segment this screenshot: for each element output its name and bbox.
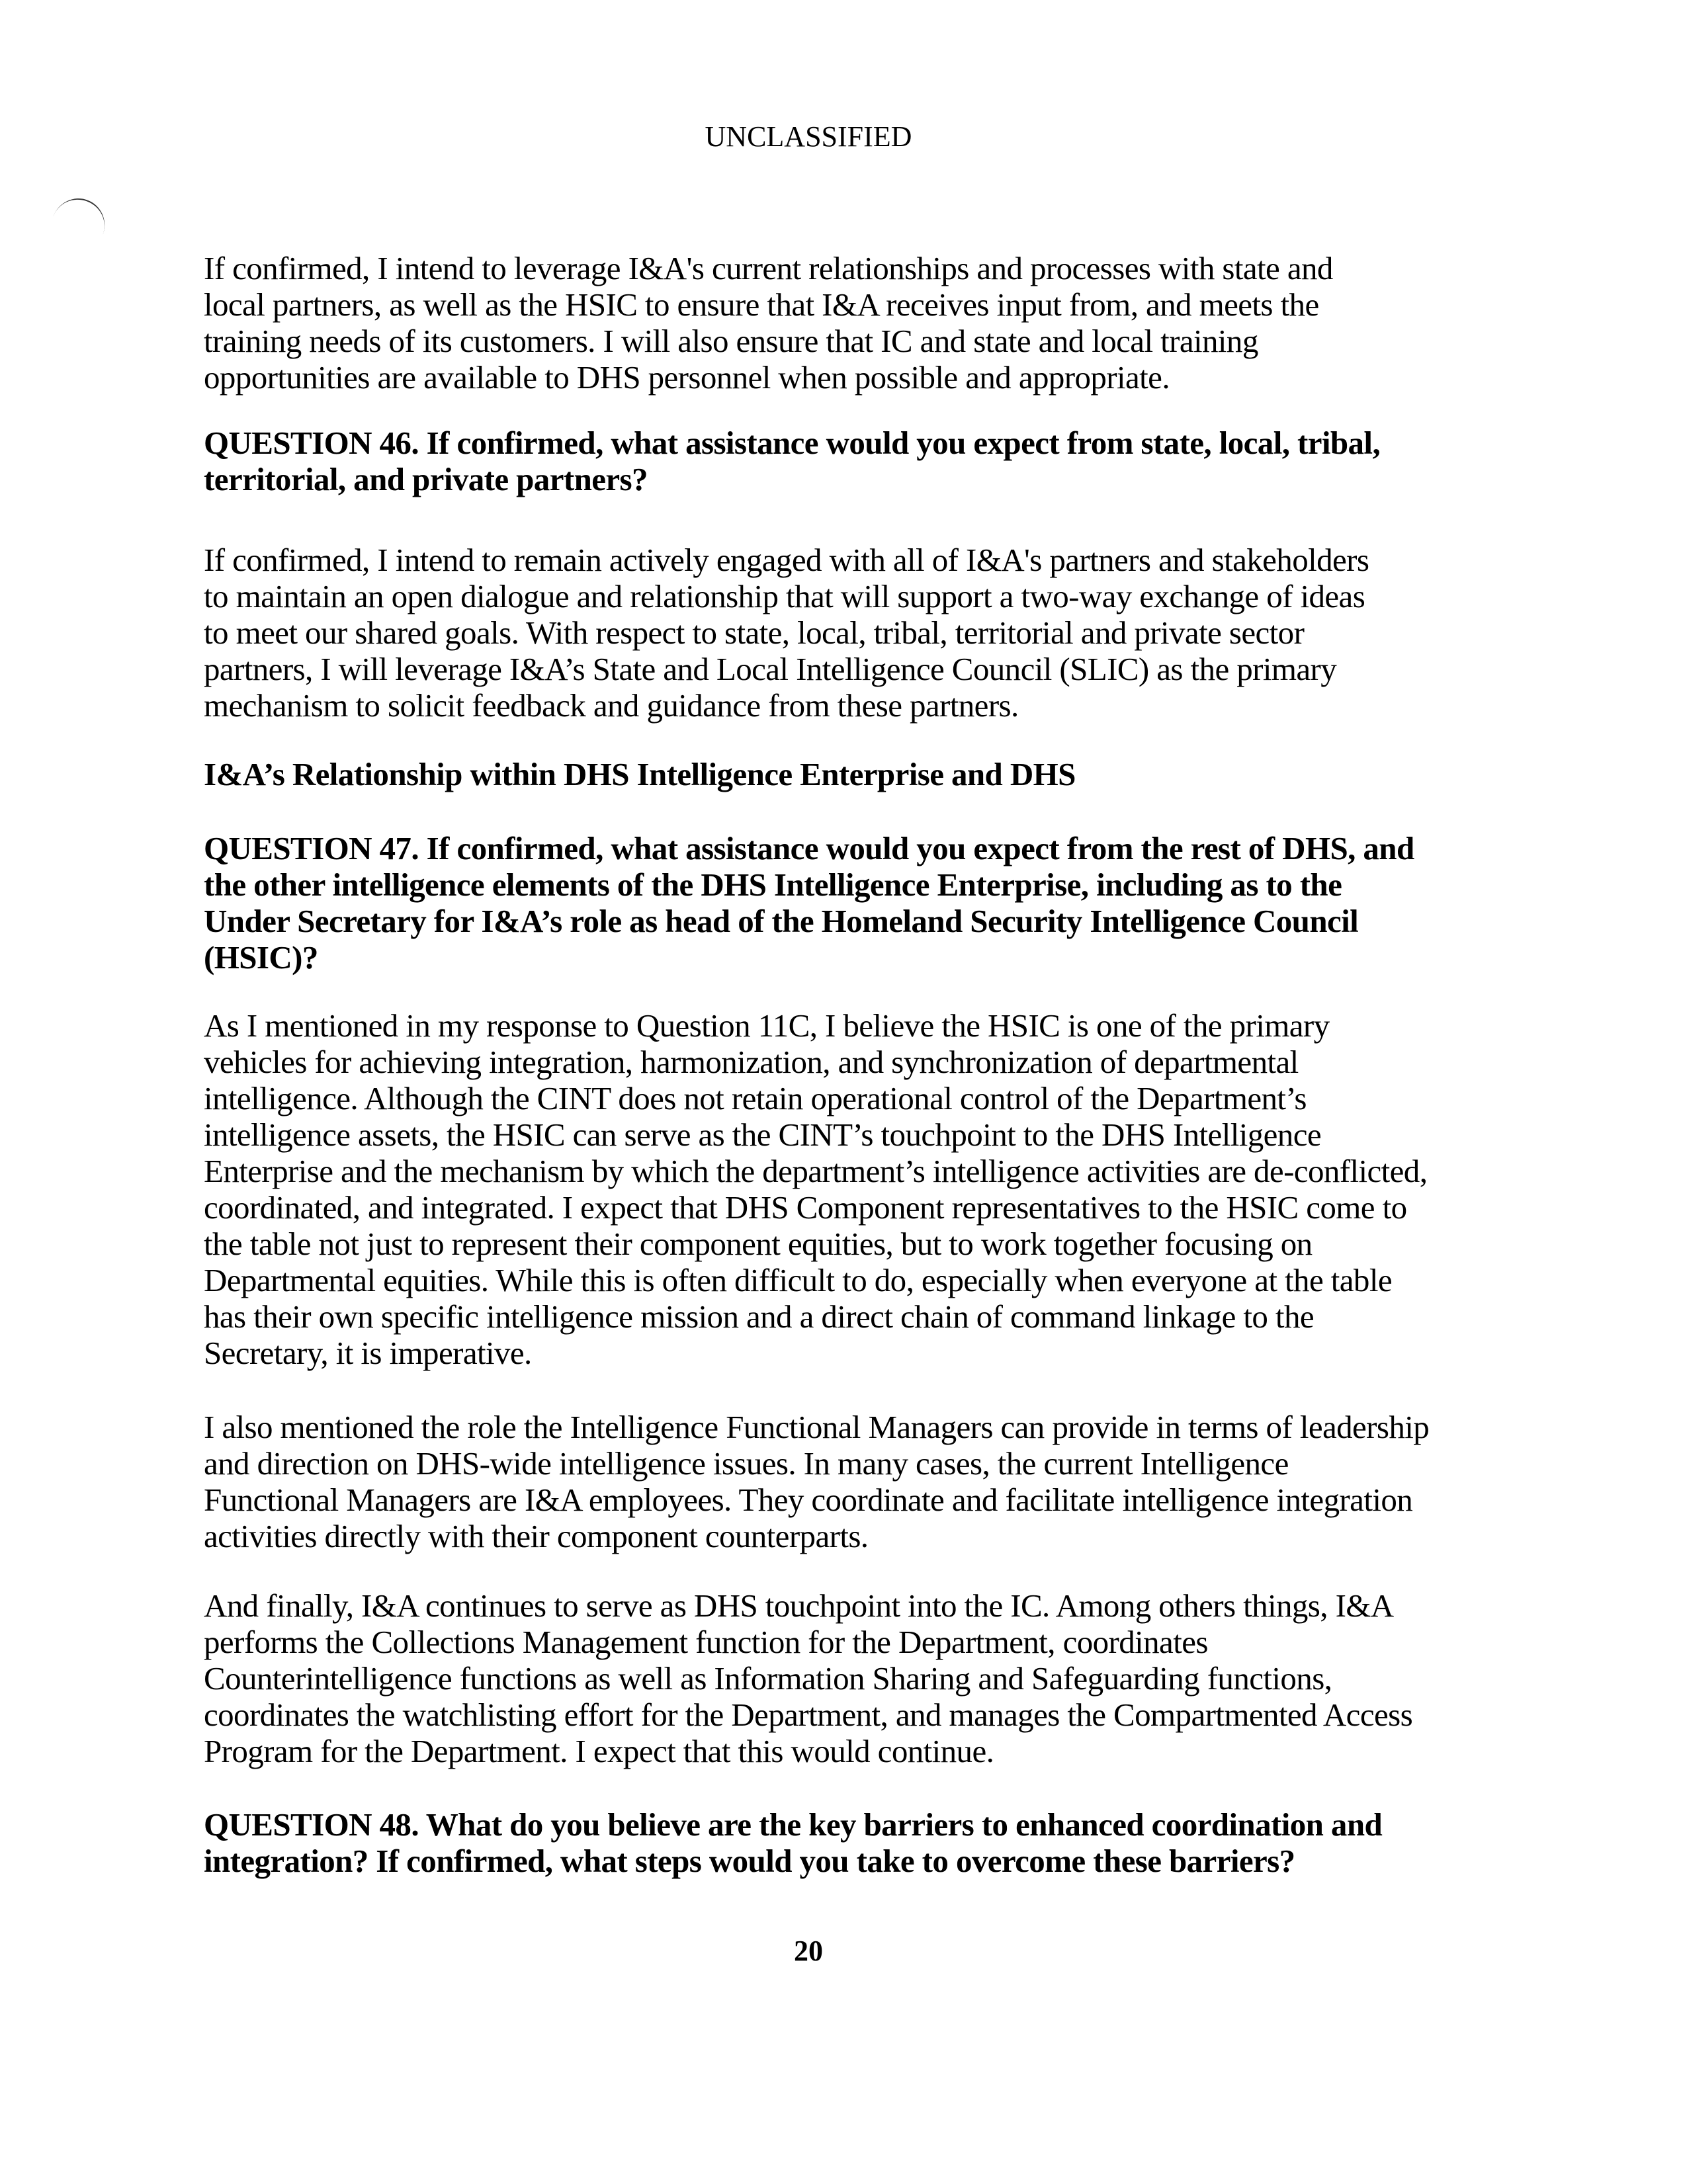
question-47 [204, 830, 1527, 976]
text-line: mechanism to solicit feedback and guidance from these partners. [204, 687, 1019, 724]
question-48 [204, 1806, 1527, 1879]
text-line: territorial, and private partners? [204, 461, 648, 497]
text-line: the other intelligence elements of the DHS Intelligence Enterprise, including as to the [204, 866, 1342, 903]
text-line: (HSIC)? [204, 939, 318, 976]
text-line: local partners, as well as the HSIC to ensure that I&A receives input from, and meets the [204, 286, 1319, 323]
text-line: Departmental equities. While this is often difficult to do, especially when everyone at the table [204, 1262, 1392, 1298]
text-line: Secretary, it is imperative. [204, 1335, 532, 1371]
text-line: partners, I will leverage I&A’s State and Local Intelligence Council (SLIC) as the primary [204, 651, 1337, 687]
text-line: QUESTION 48. What do you believe are the key barriers to enhanced coordination and [204, 1806, 1383, 1843]
text-line: opportunities are available to DHS personnel when possible and appropriate. [204, 359, 1170, 396]
text-line: and direction on DHS-wide intelligence issues. In many cases, the current Intelligence [204, 1445, 1289, 1482]
answer-46 [204, 542, 1527, 724]
text-line: activities directly with their component counterparts. [204, 1518, 869, 1554]
text-line: And finally, I&A continues to serve as DHS touchpoint into the IC. Among others things, I&A [204, 1587, 1394, 1624]
answer-47-p3 [204, 1587, 1527, 1769]
text-line: intelligence. Although the CINT does not retain operational control of the Department’s [204, 1080, 1307, 1116]
text-line: QUESTION 46. If confirmed, what assistance would you expect from state, local, tribal, [204, 425, 1381, 461]
text-line: integration? If confirmed, what steps would you take to overcome these barriers? [204, 1843, 1295, 1879]
text-line: has their own specific intelligence mission and a direct chain of command linkage to the [204, 1298, 1314, 1335]
text-line: Counterintelligence functions as well as Information Sharing and Safeguarding functions, [204, 1660, 1332, 1697]
text-line: Functional Managers are I&A employees. They coordinate and facilitate intelligence integration [204, 1482, 1413, 1518]
answer-47-p1 [204, 1007, 1527, 1371]
text-line: Under Secretary for I&A’s role as head of the Homeland Security Intelligence Council [204, 903, 1359, 939]
text-line: intelligence assets, the HSIC can serve as the CINT’s touchpoint to the DHS Intelligence [204, 1116, 1321, 1153]
answer-47-p2 [204, 1409, 1527, 1554]
text-line: performs the Collections Management function for the Department, coordinates [204, 1624, 1208, 1660]
text-line: to maintain an open dialogue and relationship that will support a two-way exchange of ideas [204, 578, 1365, 614]
classification-header: UNCLASSIFIED [705, 120, 912, 153]
question-46 [204, 425, 1527, 497]
text-line: QUESTION 47. If confirmed, what assistance would you expect from the rest of DHS, and [204, 830, 1414, 866]
section-heading [204, 756, 1527, 792]
text-line: vehicles for achieving integration, harmonization, and synchronization of departmental [204, 1044, 1299, 1080]
answer-45 [204, 250, 1527, 396]
text-line: I&A’s Relationship within DHS Intelligence Enterprise and DHS [204, 756, 1076, 792]
scan-artifact-mark [44, 191, 112, 260]
text-line: the table not just to represent their component equities, but to work together focusing on [204, 1226, 1313, 1262]
text-line: Enterprise and the mechanism by which the department’s intelligence activities are de-conflicted, [204, 1153, 1428, 1189]
text-line: As I mentioned in my response to Question 11C, I believe the HSIC is one of the primary [204, 1007, 1330, 1044]
text-line: training needs of its customers. I will also ensure that IC and state and local training [204, 323, 1258, 359]
text-line: If confirmed, I intend to leverage I&A's current relationships and processes with state and [204, 250, 1333, 286]
text-line: to meet our shared goals. With respect to state, local, tribal, territorial and private sector [204, 614, 1305, 651]
text-line: coordinated, and integrated. I expect that DHS Component representatives to the HSIC come to [204, 1189, 1407, 1226]
text-line: Program for the Department. I expect that this would continue. [204, 1733, 994, 1769]
page-number: 20 [794, 1935, 823, 1967]
text-line: coordinates the watchlisting effort for the Department, and manages the Compartmented Access [204, 1697, 1413, 1733]
text-line: If confirmed, I intend to remain actively engaged with all of I&A's partners and stakeholders [204, 542, 1369, 578]
text-line: I also mentioned the role the Intelligence Functional Managers can provide in terms of leadership [204, 1409, 1430, 1445]
